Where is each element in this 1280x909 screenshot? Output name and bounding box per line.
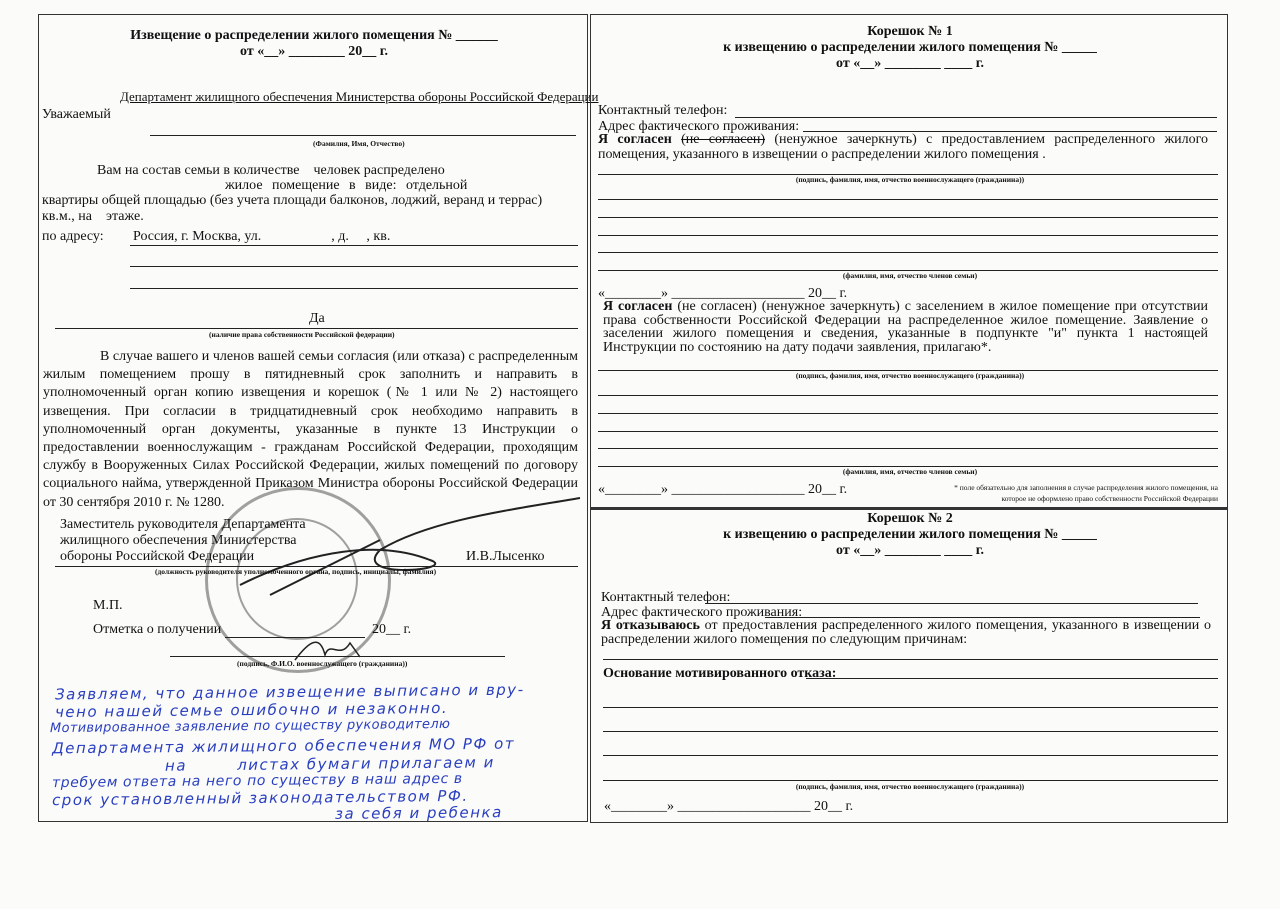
stub1-family-caption-2: (фамилия, имя, отчество членов семьи) [842,467,978,476]
stub2-signature-caption: (подпись, фамилия, имя, отчество военнослужащего (гражданина)) [795,782,1025,791]
fio-line [150,135,576,136]
receipt-caption: (подпись, Ф.И.О. военнослужащего (гражданина)) [237,659,408,668]
handwritten-line-1: Заявляем, что данное извещение выписано и вру- [54,680,525,704]
address-line-3 [130,288,578,289]
area-line: квартиры общей площадью (без учета площади балконов, лоджий, веранд и террас) [42,193,543,208]
stub1-consent2 [603,300,1208,354]
greeting: Уважаемый [42,107,111,122]
ownership-line [55,328,578,329]
family-line: Вам на состав семьи в количестве человек распределено [97,163,445,178]
fio-caption: (Фамилия, Имя, Отчество) [313,139,405,148]
stub1-consent [598,132,1208,162]
stub1-date2: «________» ___________________ 20__ г. [598,482,848,497]
stub2-subtitle: к извещению о распределении жилого помещения № _____ [723,527,1097,542]
stub1-family2-line-2[interactable] [598,413,1218,414]
signatory-position-1: Заместитель руководителя Департамента [60,517,306,532]
stub1-family-line-1[interactable] [598,199,1218,200]
stub1-family2-line-4[interactable] [598,448,1218,449]
handwritten-line-5: на листах бумаги прилагаем и [164,753,495,775]
signatory-caption: (должность руководителя уполномоченного органа, подпись, инициалы, фамилия) [155,567,437,576]
stub1-family-line-4[interactable] [598,252,1218,253]
handwritten-line-6: требуем ответа на него по существу в наш адрес в [51,770,463,792]
handwritten-line-4: Департамента жилищного обеспечения МО РФ от [51,734,516,758]
mp-label: М.П. [93,598,123,613]
stub1-footnote-2: которое не оформлено право собственности Российской Федерации [1001,494,1218,503]
stub1-consent-struck: (не согласен) [681,132,766,147]
handwritten-line-3: Мотивированное заявление по существу руководителю [49,716,451,737]
signature-mark [230,490,590,600]
stub1-date: от «__» ________ ____ г. [836,56,984,71]
stub1-phone-label: Контактный телефон: [598,103,728,118]
receipt-year: 20__ г. [372,622,412,637]
stub2-refusal-text: от предоставления распределенного жилого помещения, указанного в извещении о распределении жилого помещения по следующим причинам: [601,618,1211,647]
stub2-reason-line-0[interactable] [603,659,1218,660]
stub1-footnote-1: * поле обязательно для заполнения в случае распределения жилого помещения, на [954,483,1218,492]
stub1-family-caption: (фамилия, имя, отчество членов семьи) [842,271,978,280]
ownership-caption: (наличие права собственности Российской федерации) [209,330,395,339]
stub2-reason-line-2[interactable] [603,731,1218,732]
signatory-position-3: обороны Российской Федерации [60,549,255,564]
notice-title: Извещение о распределении жилого помещения № ______ [130,28,498,43]
stub1-date1: «________» ___________________ 20__ г. [598,286,848,301]
stub2-reason-field[interactable] [806,678,1218,679]
signatory-position-2: жилищного обеспечения Министерства [60,533,297,548]
stub1-consent-bold: Я согласен [598,132,672,147]
stub2-title: Корешок № 2 [867,511,953,526]
stub1-subtitle: к извещению о распределении жилого помещения № _____ [723,40,1097,55]
address-label: по адресу: [42,229,104,244]
stub2-date: от «__» ________ ____ г. [836,543,984,558]
stub2-reason-label: Основание мотивированного отказа: [603,666,837,681]
stub2-refusal [601,619,1211,647]
stub1-consent-text: (ненужное зачеркнуть) с предоставлением распределенного жилого помещения, указанного в извещении о распределении жилого помещения . [598,132,1209,162]
stub1-panel [590,14,1228,508]
address-value: Россия, г. Москва, ул. , д. , кв. [133,229,391,244]
stub1-title: Корешок № 1 [867,24,953,39]
floor-line: кв.м., на этаже. [42,209,144,224]
stub1-consent2-text: (не согласен) (ненужное зачеркнуть) с заселением в жилое помещение при отсутствии права собственности Российской Федерации на распределенное жилое помещение. Заявление о заселении жилого помещения и сведения, указанные в подпункте "и" пункта 1 настоящей Инструкции по состоянию на дату подачи заявления, прилагаю*. [603,299,1208,355]
receipt-label: Отметка о получении [93,622,222,637]
receipt-line [170,656,505,657]
stub1-signature-caption: (подпись, фамилия, имя, отчество военнослужащего (гражданина)) [795,175,1025,184]
handwritten-line-2: чено нашей семье ошибочно и незаконно. [54,698,449,722]
stub2-reason-line-1[interactable] [603,707,1218,708]
handwritten-line-7: срок установленный законодательством РФ. [51,786,469,810]
stub1-address-label: Адрес фактического проживания: [598,119,800,134]
handwritten-line-8: за себя и ребенка [334,803,503,823]
signatory-name: И.В.Лысенко [466,549,545,564]
stub2-reason-line-3[interactable] [603,755,1218,756]
stub2-address-label: Адрес фактического проживания: [601,605,803,620]
stub2-phone-label: Контактный телефон: [601,590,731,605]
stub2-date-footer: «________» ___________________ 20__ г. [604,799,854,814]
ownership-value: Да [309,311,325,326]
address-line-2 [130,266,578,267]
housing-line: жилое помещение в виде: отдельной [225,178,468,193]
stub1-family-line-3[interactable] [598,235,1218,236]
stub1-phone-field[interactable] [735,117,1217,118]
stub1-signature-caption-2: (подпись, фамилия, имя, отчество военнослужащего (гражданина)) [795,371,1025,380]
stub1-family2-line-1[interactable] [598,395,1218,396]
notice-date: от «__» ________ 20__ г. [240,44,388,59]
stub2-phone-field[interactable] [705,603,1198,604]
stub2-refusal-bold: Я отказываюсь [601,618,700,633]
address-line-1 [130,245,578,246]
stub2-signature-line[interactable] [603,780,1218,781]
instructions-paragraph: В случае вашего и членов вашей семьи согласия (или отказа) с распределенным жилым помещением прошу в пятидневный срок заполнить и направить в уполномоченный орган копию извещения и корешок (№ 1 или № 2) настоящего извещения. При согласии в тридцатидневный срок необходимо направить в уполномоченный орган документы, указанные в пункте 13 Инструкции о предоставлении военнослужащим - гражданам Российской Федерации, проходящим службу в Вооруженных Силах Российской Федерации, жилых помещений по договору социального найма, утвержденной Приказом Министра обороны Российской Федерации от 30 сентября 2010 г. № 1280. [43,349,578,510]
stub1-consent2-bold: Я согласен [603,299,673,314]
stub1-family2-line-3[interactable] [598,431,1218,432]
department-name: Департамент жилищного обеспечения Министерства обороны Российской Федерации [120,89,599,104]
stub1-family-line-2[interactable] [598,217,1218,218]
